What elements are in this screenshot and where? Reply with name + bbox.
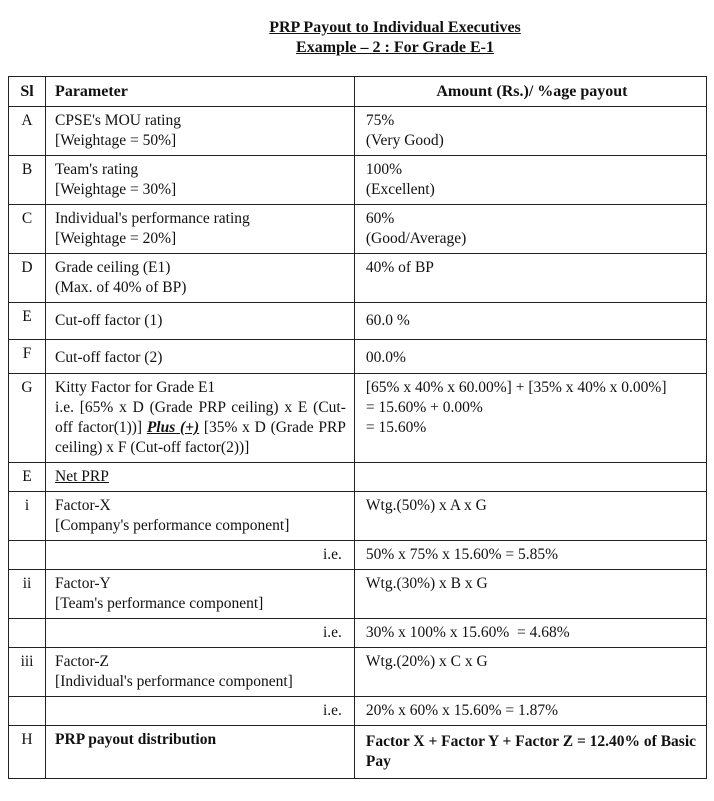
row-amount — [354, 254, 706, 303]
row-sl — [9, 541, 46, 570]
parameter-note: [Weightage = 20%] — [55, 230, 177, 247]
row-parameter: Cut-off factor (2) — [46, 340, 355, 374]
row-sl: H — [9, 726, 46, 779]
row-amount: 50% x 75% x 15.60% = 5.85% — [354, 541, 706, 570]
row-parameter — [46, 570, 355, 619]
amount-step: = 15.60% + 0.00% — [365, 399, 483, 416]
row-sl: E — [9, 463, 46, 492]
row-sl — [9, 697, 46, 726]
parameter-text: Net PRP — [55, 468, 109, 485]
row-amount — [354, 156, 706, 205]
row-amount: 60.0 % — [354, 303, 706, 340]
row-parameter: PRP payout distribution — [46, 726, 355, 779]
table-row-a — [9, 107, 707, 156]
parameter-text: Grade ceiling (E1) — [55, 259, 171, 276]
table-row-f — [9, 340, 707, 374]
parameter-note: [Weightage = 30%] — [55, 181, 177, 198]
amount-result: = 15.60% — [365, 419, 427, 436]
amount-note: (Excellent) — [365, 181, 435, 198]
row-amount: 20% x 60% x 15.60% = 1.87% — [354, 697, 706, 726]
parameter-note: (Max. of 40% of BP) — [55, 279, 187, 296]
row-amount: Wtg.(50%) x A x G — [354, 492, 706, 541]
row-sl: D — [9, 254, 46, 303]
row-amount: Factor X + Factor Y + Factor Z = 12.40% of Basic Pay — [354, 726, 706, 779]
ie-label: i.e. — [46, 541, 355, 570]
header-sl: Sl — [9, 77, 46, 107]
amount-note: (Very Good) — [365, 132, 444, 149]
header-parameter: Parameter — [46, 77, 355, 107]
row-amount: 00.0% — [354, 340, 706, 374]
parameter-text: CPSE's MOU rating — [55, 112, 181, 129]
parameter-note: [Team's performance component] — [55, 595, 264, 612]
table-row-h — [9, 726, 707, 779]
table-row-g — [9, 374, 707, 463]
amount-value: 75% — [365, 112, 395, 129]
table-row-ii-ie — [9, 619, 707, 648]
parameter-note: [Company's performance component] — [55, 517, 290, 534]
parameter-note: [Individual's performance component] — [55, 673, 293, 690]
row-parameter: Cut-off factor (1) — [46, 303, 355, 340]
row-parameter — [46, 463, 355, 492]
amount-value: 40% of BP — [365, 259, 434, 276]
table-row-i — [9, 492, 707, 541]
row-parameter — [46, 107, 355, 156]
row-parameter — [46, 648, 355, 697]
parameter-text: Individual's performance rating — [55, 210, 250, 227]
table-row-d — [9, 254, 707, 303]
row-sl: A — [9, 107, 46, 156]
table-row-ii — [9, 570, 707, 619]
row-sl: E — [9, 303, 46, 340]
parameter-text: Factor-X — [55, 497, 111, 514]
row-amount: Wtg.(20%) x C x G — [354, 648, 706, 697]
parameter-formula-part2: [35% x D (Grade PRP ceiling) x F (Cut-off factor(2))] — [55, 419, 346, 456]
amount-formula: [65% x 40% x 60.00%] + [35% x 40% x 0.00%] — [365, 379, 667, 396]
row-amount — [354, 205, 706, 254]
row-sl: C — [9, 205, 46, 254]
prp-payout-table — [8, 76, 707, 779]
amount-note: (Good/Average) — [365, 230, 467, 247]
row-parameter — [46, 205, 355, 254]
table-row-iii — [9, 648, 707, 697]
row-amount — [354, 463, 706, 492]
table-row-c — [9, 205, 707, 254]
table-row-b — [9, 156, 707, 205]
row-parameter — [46, 156, 355, 205]
row-parameter — [46, 492, 355, 541]
parameter-text: Kitty Factor for Grade E1 — [55, 379, 216, 396]
plus-operator: Plus (+) — [146, 419, 200, 436]
parameter-text: Factor-Y — [55, 575, 111, 592]
row-sl — [9, 619, 46, 648]
row-amount: 30% x 100% x 15.60% = 4.68% — [354, 619, 706, 648]
document-title: PRP Payout to Individual Executives — [269, 19, 521, 36]
parameter-note: [Weightage = 50%] — [55, 132, 177, 149]
parameter-text: Team's rating — [55, 161, 139, 178]
table-row-iii-ie — [9, 697, 707, 726]
parameter-text: Factor-Z — [55, 653, 109, 670]
row-sl: F — [9, 340, 46, 374]
table-header-row — [9, 77, 707, 107]
header-amount: Amount (Rs.)/ %age payout — [354, 77, 706, 107]
row-sl: iii — [9, 648, 46, 697]
parameter-formula-part1: i.e. [65% x D (Grade PRP ceiling) x E (Cut-off factor(1))] — [55, 399, 346, 436]
row-amount: Wtg.(30%) x B x G — [354, 570, 706, 619]
table-row-e-cutoff — [9, 303, 707, 340]
row-parameter — [46, 254, 355, 303]
row-sl: ii — [9, 570, 46, 619]
ie-label: i.e. — [46, 619, 355, 648]
ie-label: i.e. — [46, 697, 355, 726]
table-row-e-net-prp — [9, 463, 707, 492]
row-amount — [354, 374, 706, 463]
document-subtitle: Example – 2 : For Grade E-1 — [296, 39, 494, 56]
row-sl: G — [9, 374, 46, 463]
row-sl: i — [9, 492, 46, 541]
table-row-i-ie — [9, 541, 707, 570]
amount-value: 100% — [365, 161, 403, 178]
amount-value: 60% — [365, 210, 395, 227]
row-amount — [354, 107, 706, 156]
row-sl: B — [9, 156, 46, 205]
row-parameter — [46, 374, 355, 463]
